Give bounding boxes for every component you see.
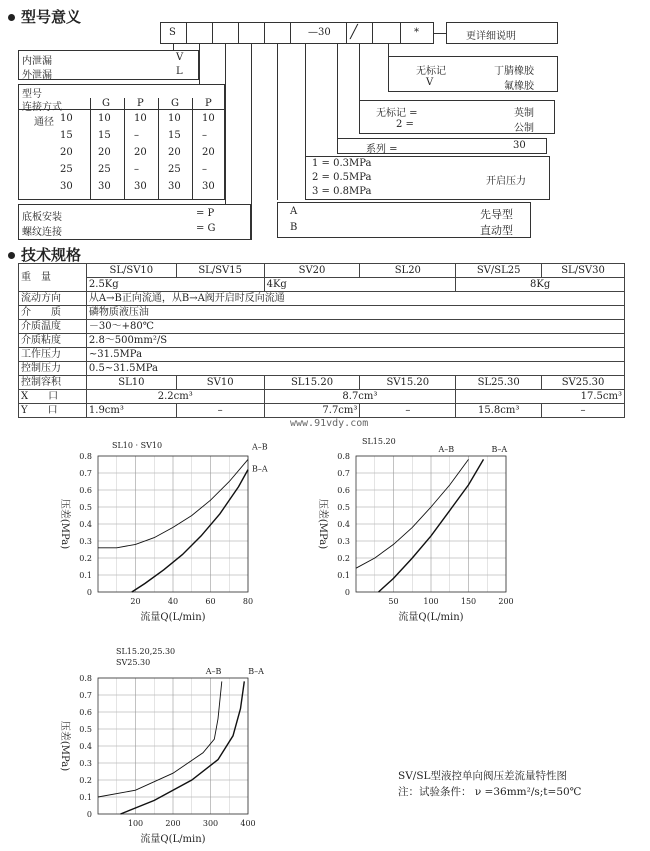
chart-sl25-30 xyxy=(59,647,264,845)
chart-caption: SV/SL型液控单向阀压差流量特性图 xyxy=(398,770,567,782)
y-axis-label: 压差(MPa) xyxy=(317,498,328,550)
x-tick-label: 100 xyxy=(423,597,439,606)
conn-cell: 25 xyxy=(168,164,181,175)
y-tick-label: 0.5 xyxy=(337,503,350,512)
y-tick-label: 0.7 xyxy=(337,469,350,478)
spec-workp-label: 工作压力 xyxy=(19,348,87,362)
spec-weight-value: 4Kg xyxy=(264,278,456,292)
spec-medium-value: 磷物质液压油 xyxy=(86,306,624,320)
section-model-meaning: 型号意义 xyxy=(8,6,81,27)
series-label: B–A xyxy=(248,667,264,676)
pilot-a: A xyxy=(290,206,298,217)
spec-x-value: 2.2cm³ xyxy=(86,390,264,404)
x-tick-label: 200 xyxy=(165,819,181,828)
x-tick-label: 300 xyxy=(202,819,219,828)
spec-ctrl-model: SV25.30 xyxy=(542,376,625,390)
chart-title: SL15.20,25.30 xyxy=(116,647,176,656)
spec-ctrl-model: SV15.20 xyxy=(360,376,456,390)
conn-cell: 20 xyxy=(134,147,147,158)
spec-ctrlvol-label: 控制容积 xyxy=(19,376,87,390)
conn-header-g2: G xyxy=(171,98,179,109)
unit-two: 2 = xyxy=(396,119,414,130)
conn-cell: 30 xyxy=(168,181,181,192)
spec-y-value: – xyxy=(360,404,456,418)
y-tick-label: 0.4 xyxy=(337,520,350,529)
spec-visc-label: 介质粘度 xyxy=(19,334,87,348)
conn-size-value: 25 xyxy=(60,164,73,175)
spec-ctrlp-label: 控制压力 xyxy=(19,362,87,376)
y-tick-label: 0.4 xyxy=(79,520,92,529)
chart-title: SL10 · SV10 xyxy=(112,441,163,450)
unit-imperial: 英制 xyxy=(514,108,534,119)
model-code-s: S xyxy=(169,27,176,38)
y-tick-label: 0.7 xyxy=(79,469,92,478)
leak-external: 外泄漏 xyxy=(22,70,52,81)
chart-sl15-20 xyxy=(317,437,514,623)
model-code-bar xyxy=(160,22,434,44)
y-tick-label: 0.1 xyxy=(79,571,92,580)
series-label: B–A xyxy=(491,445,508,454)
y-tick-label: 0.1 xyxy=(337,571,350,580)
y-tick-label: 0.6 xyxy=(79,708,92,717)
spec-workp-value: ~31.5MPa xyxy=(86,348,624,362)
y-tick-label: 0.3 xyxy=(79,759,92,768)
conn-cell: 30 xyxy=(134,181,147,192)
bullet-icon xyxy=(8,252,15,259)
x-tick-label: 150 xyxy=(460,597,477,606)
chart-condition: 注：试验条件： ν =36mm²/s;t=50℃ xyxy=(398,786,582,798)
conn-size-value: 15 xyxy=(60,130,73,141)
spec-flow-value: 从A→B正向流通，从B→A阀开启时反向流通 xyxy=(86,292,624,306)
conn-cell: – xyxy=(202,130,207,141)
x-tick-label: 60 xyxy=(205,597,216,606)
spec-ctrl-model: SV10 xyxy=(176,376,264,390)
conn-cell: 10 xyxy=(98,113,111,124)
bullet-icon xyxy=(8,14,15,21)
y-tick-label: 0.2 xyxy=(79,554,92,563)
spec-weight-model: SL/SV10 xyxy=(86,264,176,278)
conn-cell: – xyxy=(134,164,139,175)
y-tick-label: 0.7 xyxy=(79,691,92,700)
y-axis-label: 压差(MPa) xyxy=(59,720,70,772)
mount-thread-code: = G xyxy=(196,223,216,234)
y-axis-label: 压差(MPa) xyxy=(59,498,70,550)
conn-header-g1: G xyxy=(102,98,110,109)
spec-ctrl-model: SL10 xyxy=(86,376,176,390)
unit-none: 无标记 = xyxy=(376,108,418,119)
spec-weight-label: 重 量 xyxy=(19,264,87,292)
y-tick-label: 0.5 xyxy=(79,503,92,512)
spec-y-value: – xyxy=(176,404,264,418)
y-tick-label: 0.3 xyxy=(337,537,350,546)
x-tick-label: 400 xyxy=(240,819,256,828)
spec-weight-model: SL/SV15 xyxy=(176,264,264,278)
spec-x-value: 8.7cm³ xyxy=(264,390,456,404)
seal-fluoro: 氟橡胶 xyxy=(504,81,534,92)
spec-x-label: X 口 xyxy=(19,390,87,404)
spec-ctrlp-value: 0.5~31.5MPa xyxy=(86,362,624,376)
conn-cell: 10 xyxy=(134,113,147,124)
conn-header-p1: P xyxy=(137,98,144,109)
conn-cell: 20 xyxy=(98,147,111,158)
section-tech-spec: 技术规格 xyxy=(8,244,81,265)
spec-weight-value: 8Kg xyxy=(456,278,625,292)
series-label: B–A xyxy=(252,464,268,474)
x-tick-label: 200 xyxy=(498,597,514,606)
chart-title: SL15.20 xyxy=(362,437,396,446)
conn-size-value: 10 xyxy=(60,113,73,124)
conn-cell: – xyxy=(202,164,207,175)
mount-plate-code: = P xyxy=(196,208,215,219)
conn-model-label: 型号 xyxy=(22,89,42,100)
y-tick-label: 0.4 xyxy=(79,742,92,751)
conn-cell: 20 xyxy=(202,147,215,158)
conn-cell: 10 xyxy=(202,113,215,124)
y-tick-label: 0.8 xyxy=(79,452,92,461)
conn-cell: 25 xyxy=(98,164,111,175)
pressure-1: 1 = 0.3MPa xyxy=(312,158,372,169)
spec-ctrl-model: SL15.20 xyxy=(264,376,360,390)
y-tick-label: 0.8 xyxy=(337,452,350,461)
conn-cell: – xyxy=(134,130,139,141)
conn-cell: 15 xyxy=(98,130,111,141)
x-tick-label: 100 xyxy=(127,819,144,828)
seal-none: 无标记 xyxy=(416,66,446,77)
spec-weight-model: SL20 xyxy=(360,264,456,278)
pilot-a-label: 先导型 xyxy=(480,208,513,221)
conn-cell: 30 xyxy=(98,181,111,192)
series-label: A–B xyxy=(252,442,268,452)
y-tick-label: 0 xyxy=(86,810,92,819)
chart-subtitle: SV25.30 xyxy=(116,658,151,667)
series-label: 系列 = xyxy=(366,144,398,155)
y-tick-label: 0.2 xyxy=(337,554,350,563)
x-tick-label: 80 xyxy=(242,597,254,606)
series-value: 30 xyxy=(513,140,526,151)
spec-weight-value: 2.5Kg xyxy=(86,278,264,292)
spec-y-label: Y 口 xyxy=(19,404,87,418)
spec-temp-label: 介质温度 xyxy=(19,320,87,334)
conn-size-label: 通径 xyxy=(34,117,54,128)
leak-external-code: L xyxy=(176,66,183,77)
x-axis-label: 流量Q(L/min) xyxy=(140,612,206,623)
y-tick-label: 0 xyxy=(344,588,350,597)
mount-plate: 底板安装 xyxy=(22,212,62,223)
x-axis-label: 流量Q(L/min) xyxy=(140,834,206,845)
seal-nitrile: 丁腈橡胶 xyxy=(494,66,534,77)
conn-cell: 10 xyxy=(168,113,181,124)
model-code-30: —30 xyxy=(308,27,331,38)
pilot-b-label: 直动型 xyxy=(480,224,513,237)
pressure-label: 开启压力 xyxy=(486,176,526,187)
spec-weight-model: SV20 xyxy=(264,264,360,278)
pilot-b: B xyxy=(290,222,298,233)
series-label: A–B xyxy=(205,667,222,676)
spec-y-value: 15.8cm³ xyxy=(456,404,542,418)
model-code-star: * xyxy=(414,27,419,38)
leak-internal-code: V xyxy=(176,52,184,63)
spec-weight-model: SL/SV30 xyxy=(542,264,625,278)
x-tick-label: 40 xyxy=(167,597,179,606)
unit-metric: 公制 xyxy=(514,123,534,134)
series-line xyxy=(121,681,245,814)
conn-cell: 15 xyxy=(168,130,181,141)
mount-thread: 螺纹连接 xyxy=(22,227,62,238)
y-tick-label: 0.2 xyxy=(79,776,92,785)
pressure-2: 2 = 0.5MPa xyxy=(312,172,372,183)
conn-method-label: 连接方式 xyxy=(22,102,62,113)
spec-y-value: 7.7cm³ xyxy=(264,404,360,418)
spec-temp-value: －30～+80℃ xyxy=(86,320,624,334)
chart-sl10-sv10 xyxy=(59,441,268,623)
spec-flow-label: 流动方向 xyxy=(19,292,87,306)
conn-size-value: 30 xyxy=(60,181,73,192)
x-tick-label: 50 xyxy=(388,597,399,606)
conn-header-p2: P xyxy=(205,98,212,109)
spec-weight-model: SV/SL25 xyxy=(456,264,542,278)
conn-cell: 30 xyxy=(202,181,215,192)
spec-medium-label: 介 质 xyxy=(19,306,87,320)
spec-x-value: 17.5cm³ xyxy=(456,390,625,404)
series-label: A–B xyxy=(438,445,455,454)
watermark: www.91vdy.com xyxy=(290,418,369,429)
seal-v: V xyxy=(426,77,434,88)
conn-size-value: 20 xyxy=(60,147,73,158)
series-line xyxy=(132,470,248,592)
detail-label: 更详细说明 xyxy=(466,31,516,42)
spec-ctrl-model: SL25.30 xyxy=(456,376,542,390)
conn-cell: 20 xyxy=(168,147,181,158)
spec-table xyxy=(18,263,625,418)
y-tick-label: 0.3 xyxy=(79,537,92,546)
y-tick-label: 0.6 xyxy=(337,486,350,495)
pressure-3: 3 = 0.8MPa xyxy=(312,186,372,197)
x-axis-label: 流量Q(L/min) xyxy=(398,612,464,623)
y-tick-label: 0.1 xyxy=(79,793,92,802)
y-tick-label: 0.8 xyxy=(79,674,92,683)
y-tick-label: 0.5 xyxy=(79,725,92,734)
spec-y-value: – xyxy=(542,404,625,418)
spec-visc-value: 2.8～500mm²/S xyxy=(86,334,624,348)
y-tick-label: 0.6 xyxy=(79,486,92,495)
y-tick-label: 0 xyxy=(86,588,92,597)
slash-mark: ╱ xyxy=(350,25,358,40)
spec-y-value: 1.9cm³ xyxy=(86,404,176,418)
leak-internal: 内泄漏 xyxy=(22,56,52,67)
x-tick-label: 20 xyxy=(130,597,141,606)
